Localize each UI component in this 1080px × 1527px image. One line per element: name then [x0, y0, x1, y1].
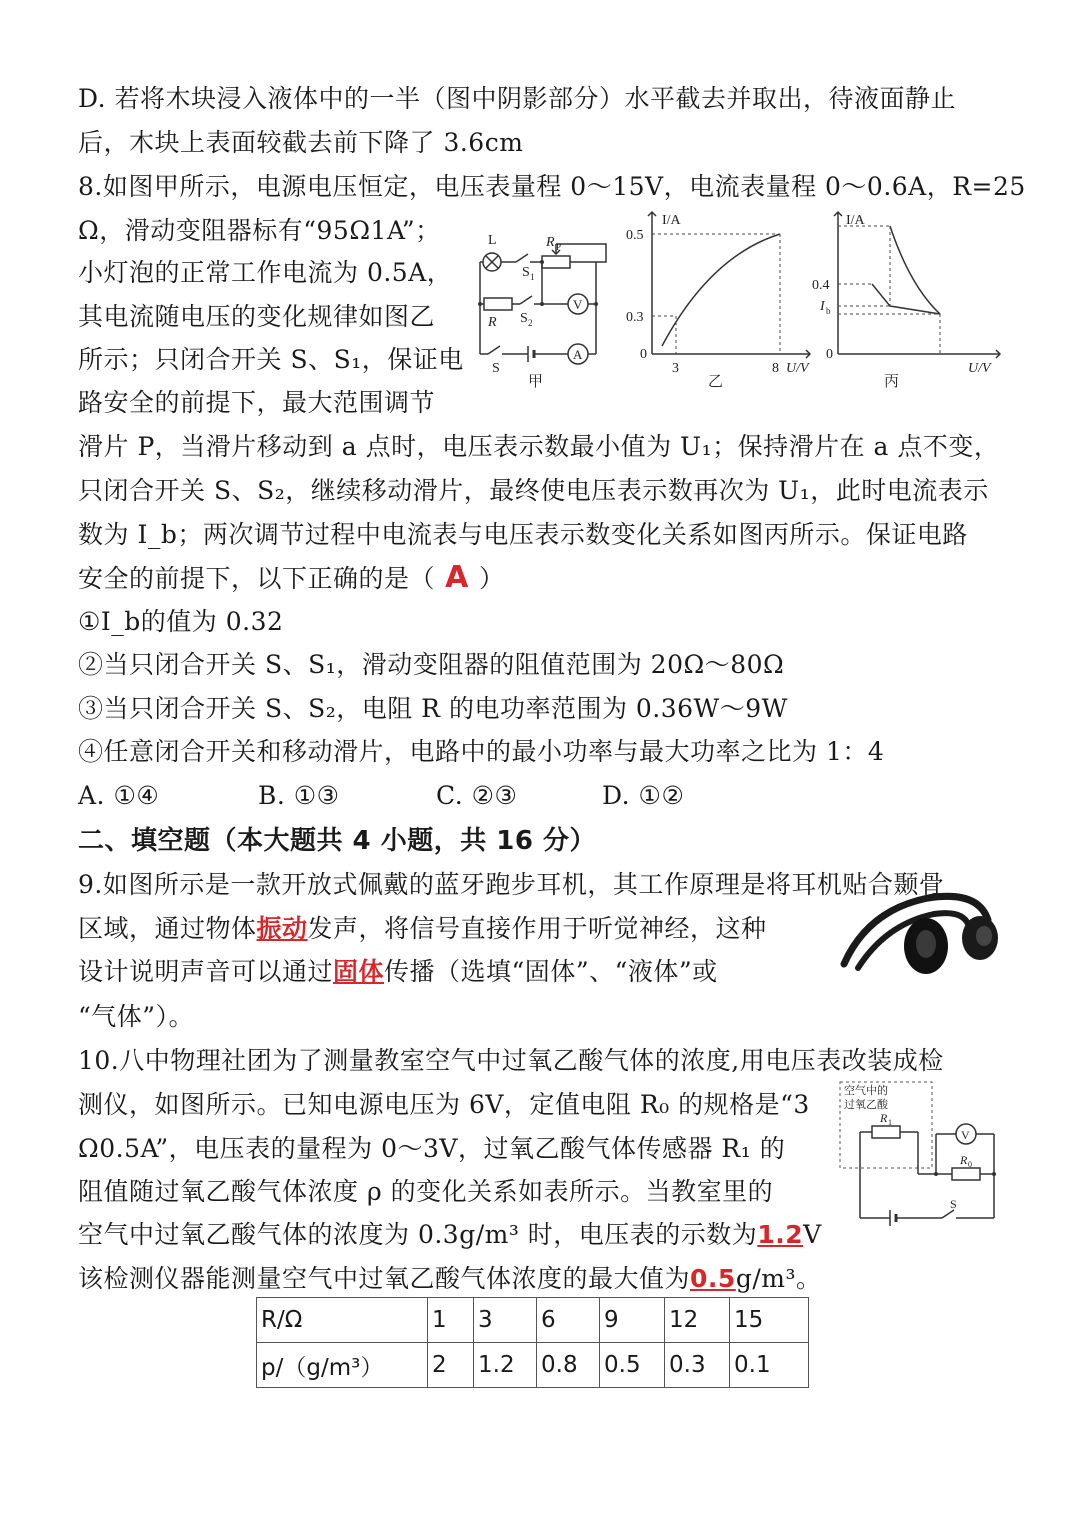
tick-ib: I: [820, 299, 825, 314]
q10-answer-2: 0.5: [690, 1264, 736, 1293]
q8-statement-2: ②当只闭合开关 S、S₁，滑动变阻器的阻值范围为 20Ω～80Ω: [78, 650, 785, 679]
q8-line7: 滑片 P，当滑片移动到 a 点时，电压表示数最小值为 U₁；保持滑片在 a 点不变，: [78, 432, 1000, 461]
q9-line3-pre: 设计说明声音可以通过: [78, 957, 334, 986]
graph-bing: [810, 206, 1005, 396]
earphone-image: [838, 880, 1000, 984]
table-row: [257, 1343, 809, 1388]
box-label-1: 空气中的: [844, 1085, 888, 1097]
x-axis-label: U/V: [968, 361, 991, 376]
q10-line1: 10.八中物理社团为了测量教室空气中过氧乙酸气体的浓度,用电压表改装成检: [78, 1046, 944, 1075]
ammeter-label: A: [573, 347, 583, 362]
table-cell: 0.3: [665, 1343, 730, 1388]
q10-line6: [78, 1264, 821, 1294]
y-axis-label: I/A: [662, 213, 681, 228]
label-l: L: [488, 233, 497, 248]
resistance-concentration-table: [256, 1297, 809, 1388]
x-tick-3: 3: [672, 361, 679, 376]
q8-line8: 只闭合开关 S、S₂，继续移动滑片，最终使电压表示数再次为 U₁，此时电流表示: [78, 476, 989, 505]
y-axis-label: I/A: [846, 213, 865, 228]
q8-line6: 路安全的前提下，最大范围调节: [78, 388, 436, 417]
table-cell: 0.8: [537, 1343, 600, 1388]
q8-line2: Ω，滑动变阻器标有“95Ω1A”；: [78, 216, 441, 245]
table-cell: 12: [665, 1298, 730, 1343]
table-cell: p/（g/m³）: [257, 1343, 428, 1388]
tick-03: 0.3: [626, 310, 644, 325]
q8-choice-a: A. ①④: [78, 781, 160, 810]
table-cell: 1: [428, 1298, 474, 1343]
q10-line6-post: g/m³。: [735, 1264, 822, 1293]
tick-04: 0.4: [812, 278, 830, 293]
table-cell: 0.5: [600, 1343, 665, 1388]
resistor-r0: [952, 1168, 980, 1180]
curve-1: [890, 226, 940, 314]
section-heading: 二、填空题（本大题共 4 小题，共 16 分）: [78, 826, 596, 856]
table-cell: 1.2: [474, 1343, 537, 1388]
table-cell: 0.1: [730, 1343, 809, 1388]
x-tick-8: 8: [772, 361, 779, 376]
q10-line5-pre: 空气中过氧乙酸气体的浓度为 0.3g/m³ 时，电压表的示数为: [78, 1220, 758, 1249]
table-cell: 3: [474, 1298, 537, 1343]
label-r0: R: [960, 1153, 968, 1167]
q9-line3-post: 传播（选填“固体”、“液体”或: [384, 957, 718, 986]
q9-answer-1: 振动: [256, 914, 308, 943]
q8-statement-3: ③当只闭合开关 S、S₂，电阻 R 的电功率范围为 0.36W～9W: [78, 694, 788, 723]
q8-stem-end: 安全的前提下，以下正确的是（: [78, 564, 436, 593]
q8-statement-1: ①I_b的值为 0.32: [78, 607, 284, 636]
q9-line2-post: 发声，将信号直接作用于听觉神经，这种: [307, 914, 767, 943]
label-s2-sub: 2: [528, 318, 533, 328]
table-cell: R/Ω: [257, 1298, 428, 1343]
x-axis-label: U/V: [786, 361, 809, 376]
q10-line5: [78, 1220, 822, 1250]
q9-line1: 9.如图所示是一款开放式佩戴的蓝牙跑步耳机，其工作原理是将耳机贴合颞骨: [78, 870, 945, 899]
label-s1: S: [522, 265, 530, 280]
q10-line3: Ω0.5A”，电压表的量程为 0～3V，过氧乙酸气体传感器 R₁ 的: [78, 1134, 786, 1163]
voltmeter-label: V: [573, 297, 583, 312]
label-r0-sub: 0: [968, 1160, 972, 1169]
q8-answer: A: [445, 560, 469, 595]
label-r1: R: [880, 1111, 888, 1125]
label-rp-sub: P: [556, 242, 562, 252]
iv-curve: [662, 234, 780, 346]
label-s: S: [950, 1197, 957, 1211]
q8-paren-close: ）: [479, 564, 505, 593]
table-row: [257, 1298, 809, 1343]
table-cell: 6: [537, 1298, 600, 1343]
voltmeter-label: V: [961, 1128, 970, 1142]
q8-line1: 8.如图甲所示，电源电压恒定，电压表量程 0～15V，电流表量程 0～0.6A，R=25: [78, 172, 1026, 201]
resistor-r1: [872, 1126, 900, 1138]
option-d-line1: D. 若将木块浸入液体中的一半（图中阴影部分）水平截去并取出，待液面静止: [78, 84, 957, 113]
graph-yi: [620, 206, 815, 396]
switch-s1: [516, 254, 528, 262]
table-cell: 2: [428, 1343, 474, 1388]
q10-line5-post: V: [803, 1220, 822, 1249]
q9-line4: “气体”）。: [78, 1002, 195, 1031]
label-s1-sub: 1: [530, 272, 535, 282]
label-rp: R: [546, 235, 555, 250]
q8-line5: 所示；只闭合开关 S、S₁，保证电: [78, 345, 464, 374]
caption-bing: 丙: [884, 374, 900, 390]
box-label-2: 过氧乙酸: [844, 1099, 888, 1111]
q8-line4: 其电流随电压的变化规律如图乙: [78, 302, 436, 331]
label-s: S: [492, 361, 500, 376]
origin-label: 0: [826, 347, 833, 362]
q8-choice-c: C. ②③: [436, 781, 518, 810]
table-cell: 15: [730, 1298, 809, 1343]
q8-choice-b: B. ①③: [258, 781, 340, 810]
q9-answer-2: 固体: [333, 957, 385, 986]
switch-s2: [520, 296, 532, 304]
caption-jia: 甲: [528, 374, 544, 390]
origin-label: 0: [640, 347, 647, 362]
caption-yi: 乙: [708, 374, 724, 390]
q10-line6-pre: 该检测仪器能测量空气中过氧乙酸气体浓度的最大值为: [78, 1264, 691, 1293]
switch-s: [488, 346, 500, 354]
q9-line3: [78, 957, 718, 987]
q8-line3: 小灯泡的正常工作电流为 0.5A，: [78, 258, 453, 287]
q8-line10: [78, 560, 505, 595]
resistor-r: [484, 298, 512, 310]
q10-line4: 阻值随过氧乙酸气体浓度 ρ 的变化关系如表所示。当教室里的: [78, 1177, 774, 1206]
q8-statement-4: ④任意闭合开关和移动滑片，电路中的最小功率与最大功率之比为 1：4: [78, 737, 885, 766]
table-cell: 9: [600, 1298, 665, 1343]
tick-05: 0.5: [626, 228, 644, 243]
q8-line9: 数为 I_b；两次调节过程中电流表与电压表示数变化关系如图丙所示。保证电路: [78, 520, 968, 549]
switch-s: [942, 1210, 954, 1218]
q8-choice-d: D. ①②: [602, 781, 685, 810]
circuit-q10: [832, 1078, 1004, 1228]
q10-line2: 测仪，如图所示。已知电源电压为 6V，定值电阻 R₀ 的规格是“3: [78, 1090, 810, 1119]
label-s2: S: [520, 311, 528, 326]
rheostat: [542, 256, 570, 268]
label-r: R: [488, 315, 497, 330]
q9-line2-pre: 区域，通过物体: [78, 914, 257, 943]
q9-line2: [78, 914, 767, 944]
curve-2: [872, 284, 940, 314]
tick-ib-sub: b: [826, 306, 831, 316]
option-d-line2: 后，木块上表面较截去前下降了 3.6cm: [78, 128, 524, 157]
label-r1-sub: 1: [888, 1118, 892, 1127]
q10-answer-1: 1.2: [757, 1220, 804, 1249]
circuit-jia: [468, 226, 618, 396]
